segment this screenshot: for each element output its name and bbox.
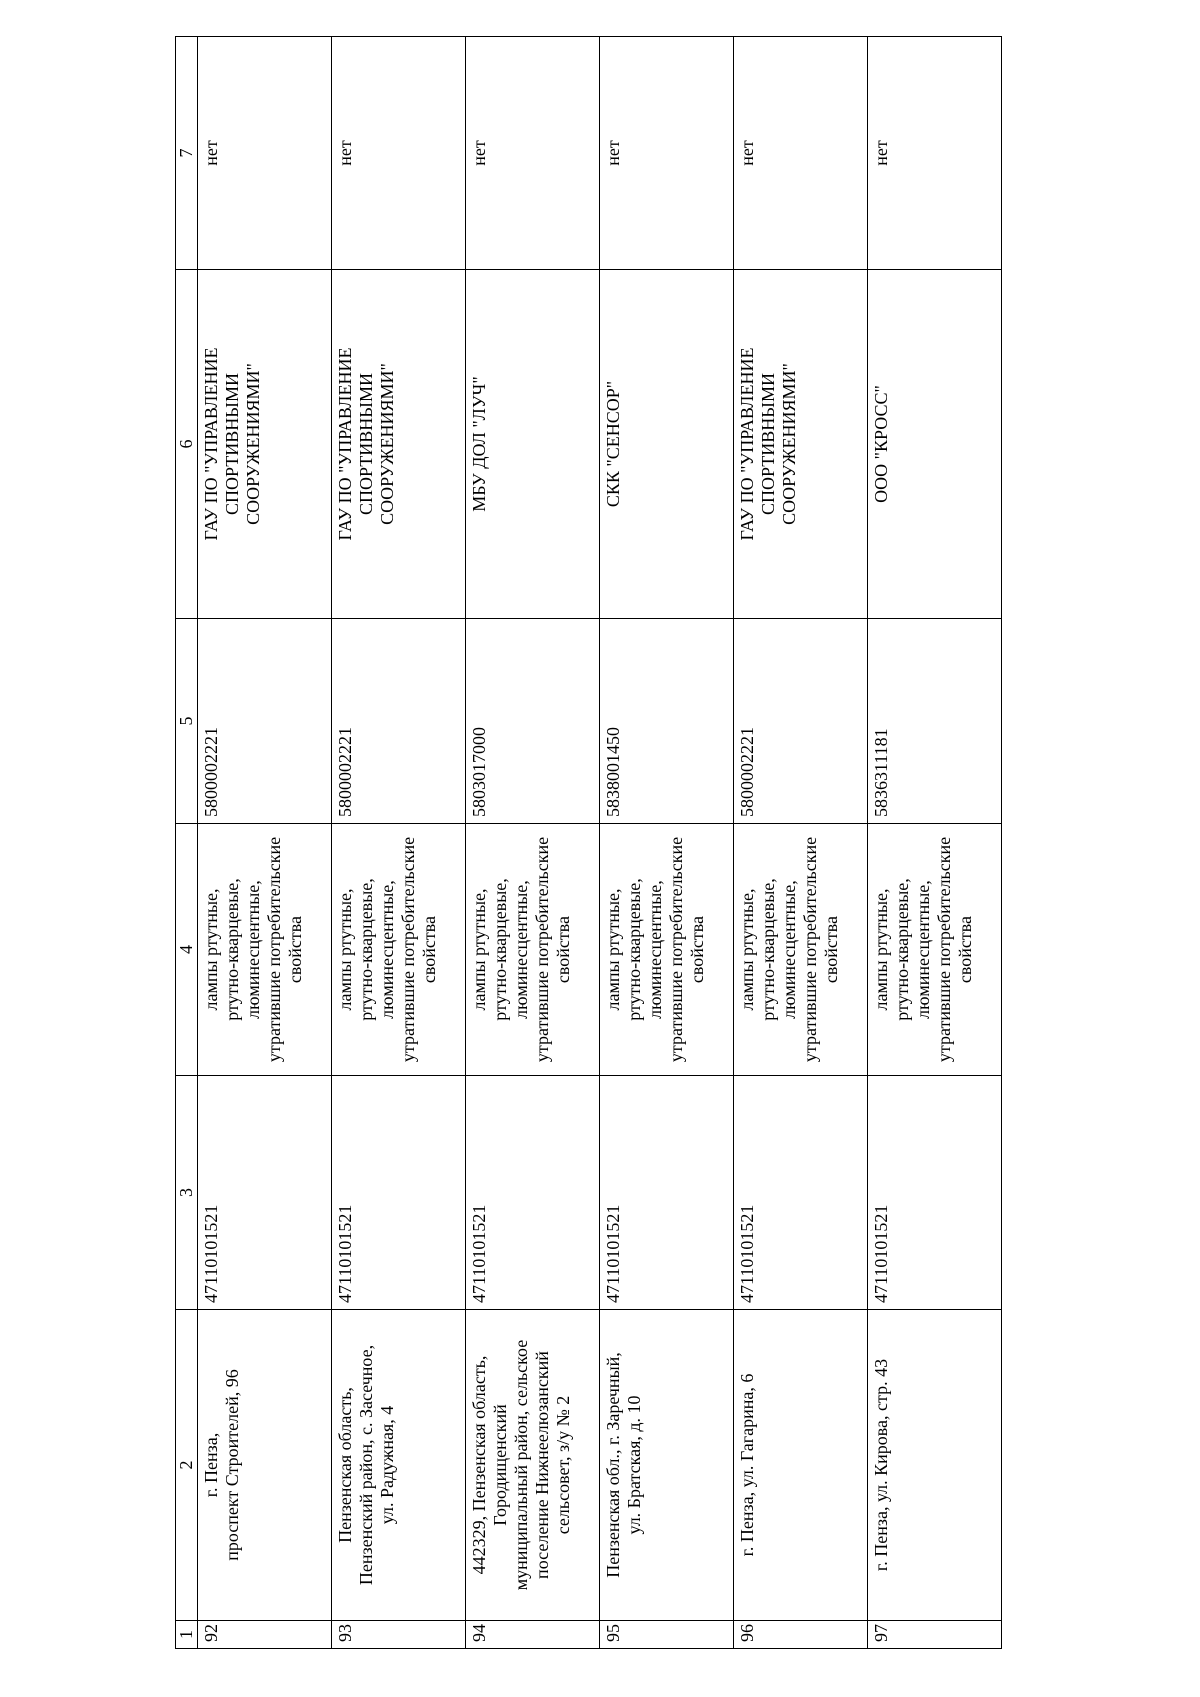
organization-cell [198, 270, 332, 619]
column-number: 2 [176, 1310, 198, 1621]
waste-name-cell-line: лампы ртутные, [603, 888, 623, 1011]
column-number: 6 [176, 270, 198, 619]
address-cell-line: г. Пенза, ул. Гагарина, 6 [737, 1373, 757, 1557]
address-cell-line: проспект Строителей, 96 [222, 1369, 242, 1561]
waste-name-cell-line: свойства [285, 915, 305, 984]
inn-cell: 5800002221 [734, 619, 868, 824]
waste-name-cell-line: лампы ртутные, [871, 888, 891, 1011]
column-number: 7 [176, 37, 198, 270]
waste-name-cell-line: утратившие потребительские [532, 836, 552, 1063]
organization-cell [332, 270, 466, 619]
organization-cell-line: ГАУ ПО "УПРАВЛЕНИЕ [335, 347, 355, 541]
organization-cell-line: СООРУЖЕНИЯМИ" [377, 363, 397, 525]
table-row [868, 37, 1002, 1649]
rotated-table-sheet [175, 37, 1001, 1649]
flag-cell: нет [600, 37, 734, 270]
table-row [198, 37, 332, 1649]
waste-code-cell: 47110101521 [868, 1076, 1002, 1310]
address-cell [600, 1310, 734, 1621]
inn-cell: 5803017000 [466, 619, 600, 824]
organization-cell-line: СКК "СЕНСОР" [603, 380, 623, 508]
waste-name-cell-line: ртутно-кварцевые, [758, 878, 778, 1021]
organization-cell [600, 270, 734, 619]
waste-name-cell-line: ртутно-кварцевые, [624, 878, 644, 1021]
waste-name-cell-line: свойства [687, 915, 707, 984]
waste-name-cell-line: свойства [419, 915, 439, 984]
row-number-cell: 94 [466, 1621, 600, 1649]
waste-name-cell-line: лампы ртутные, [737, 888, 757, 1011]
waste-name-cell-line: лампы ртутные, [469, 888, 489, 1011]
organization-cell [734, 270, 868, 619]
flag-cell: нет [466, 37, 600, 270]
organization-cell-line: ГАУ ПО "УПРАВЛЕНИЕ [737, 347, 757, 541]
waste-name-cell-line: люминесцентные, [243, 880, 263, 1019]
address-cell-line: г. Пенза, ул. Кирова, стр. 43 [871, 1358, 891, 1572]
waste-name-cell [600, 824, 734, 1076]
waste-name-cell-line: свойства [553, 915, 573, 984]
inn-cell: 5800002221 [332, 619, 466, 824]
waste-name-cell-line: люминесцентные, [913, 880, 933, 1019]
waste-name-cell-line: ртутно-кварцевые, [490, 878, 510, 1021]
organization-cell-line: МБУ ДОЛ "ЛУЧ" [469, 376, 489, 512]
waste-name-cell-line: свойства [821, 915, 841, 984]
table-row [466, 37, 600, 1649]
organization-cell-line: СПОРТИВНЫМИ [222, 373, 242, 515]
flag-cell: нет [734, 37, 868, 270]
address-cell-line: сельсовет, з/у № 2 [553, 1395, 573, 1535]
waste-name-cell-line: свойства [955, 915, 975, 984]
column-number: 5 [176, 619, 198, 824]
waste-name-cell-line: утратившие потребительские [800, 836, 820, 1063]
waste-name-cell [466, 824, 600, 1076]
waste-code-cell: 47110101521 [198, 1076, 332, 1310]
address-cell-line: г. Пенза, [201, 1432, 221, 1498]
waste-name-cell-line: ртутно-кварцевые, [222, 878, 242, 1021]
organization-cell [868, 270, 1002, 619]
organization-cell-line: ГАУ ПО "УПРАВЛЕНИЕ [201, 347, 221, 541]
inn-cell: 5836311181 [868, 619, 1002, 824]
waste-name-cell [868, 824, 1002, 1076]
column-number: 3 [176, 1076, 198, 1310]
table-body [176, 37, 1002, 1649]
waste-name-cell [198, 824, 332, 1076]
waste-name-cell-line: утратившие потребительские [264, 836, 284, 1063]
table-row [332, 37, 466, 1649]
waste-name-cell-line: люминесцентные, [779, 880, 799, 1019]
address-cell [198, 1310, 332, 1621]
organization-cell-line: СООРУЖЕНИЯМИ" [243, 363, 263, 525]
address-cell-line: Городищенский [490, 1404, 510, 1526]
waste-code-cell: 47110101521 [600, 1076, 734, 1310]
waste-name-cell-line: утратившие потребительские [666, 836, 686, 1063]
organization-cell-line: ООО "КРОСС" [871, 385, 891, 503]
waste-name-cell [734, 824, 868, 1076]
address-cell-line: Пензенская область, [335, 1387, 355, 1543]
organization-cell-line: СПОРТИВНЫМИ [356, 373, 376, 515]
address-cell [332, 1310, 466, 1621]
row-number-cell: 93 [332, 1621, 466, 1649]
waste-name-cell-line: ртутно-кварцевые, [892, 878, 912, 1021]
organization-cell-line: СПОРТИВНЫМИ [758, 373, 778, 515]
address-cell [868, 1310, 1002, 1621]
flag-cell: нет [198, 37, 332, 270]
waste-name-cell [332, 824, 466, 1076]
row-number-cell: 97 [868, 1621, 1002, 1649]
inn-cell: 5800002221 [198, 619, 332, 824]
waste-name-cell-line: люминесцентные, [645, 880, 665, 1019]
organization-cell-line: СООРУЖЕНИЯМИ" [779, 363, 799, 525]
waste-code-cell: 47110101521 [332, 1076, 466, 1310]
row-number-cell: 96 [734, 1621, 868, 1649]
flag-cell: нет [332, 37, 466, 270]
waste-name-cell-line: люминесцентные, [511, 880, 531, 1019]
address-cell-line: 442329, Пензенская область, [469, 1355, 489, 1575]
column-number: 1 [176, 1621, 198, 1649]
table-row [734, 37, 868, 1649]
inn-cell: 5838001450 [600, 619, 734, 824]
address-cell [466, 1310, 600, 1621]
address-cell-line: ул. Радужная, 4 [377, 1405, 397, 1525]
column-number-row [176, 37, 198, 1649]
waste-name-cell-line: лампы ртутные, [335, 888, 355, 1011]
column-number: 4 [176, 824, 198, 1076]
waste-name-cell-line: утратившие потребительские [398, 836, 418, 1063]
address-cell-line: Пензенский район, с. Засечное, [356, 1344, 376, 1586]
address-cell-line: муниципальный район, сельское [511, 1339, 531, 1591]
waste-code-cell: 47110101521 [466, 1076, 600, 1310]
waste-name-cell-line: утратившие потребительские [934, 836, 954, 1063]
address-cell-line: ул. Братская, д. 10 [624, 1395, 644, 1535]
row-number-cell: 95 [600, 1621, 734, 1649]
address-cell [734, 1310, 868, 1621]
flag-cell: нет [868, 37, 1002, 270]
waste-name-cell-line: ртутно-кварцевые, [356, 878, 376, 1021]
waste-name-cell-line: люминесцентные, [377, 880, 397, 1019]
table-row [600, 37, 734, 1649]
waste-register-table [175, 36, 1002, 1649]
row-number-cell: 92 [198, 1621, 332, 1649]
waste-code-cell: 47110101521 [734, 1076, 868, 1310]
address-cell-line: поселение Нижнеелюзанский [532, 1351, 552, 1579]
waste-name-cell-line: лампы ртутные, [201, 888, 221, 1011]
organization-cell [466, 270, 600, 619]
address-cell-line: Пензенская обл., г. Заречный, [603, 1352, 623, 1578]
